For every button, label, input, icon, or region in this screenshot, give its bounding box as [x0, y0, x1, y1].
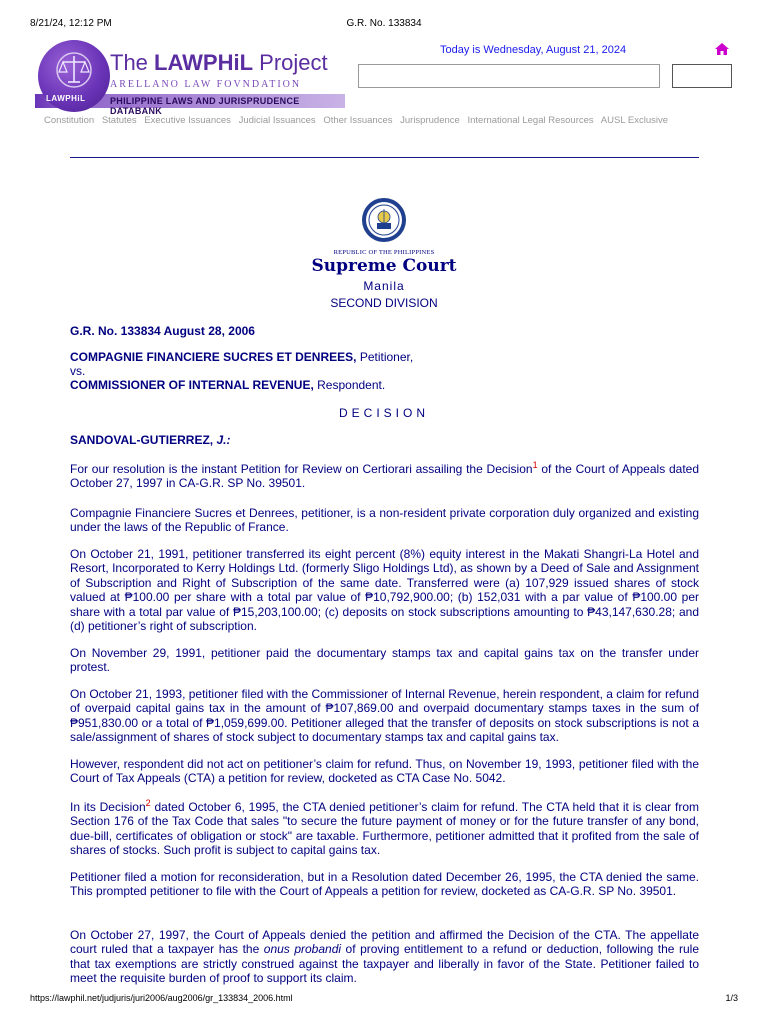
nav-jurisprudence[interactable]: Jurisprudence: [400, 115, 460, 126]
nav-ausl-exclusive[interactable]: AUSL Exclusive: [600, 115, 669, 126]
respondent: COMMISSIONER OF INTERNAL REVENUE, Respondent.: [70, 378, 386, 392]
search-button[interactable]: [672, 64, 732, 88]
print-page-number: 1/3: [725, 993, 738, 1003]
search-input[interactable]: [358, 64, 660, 88]
lawphil-logo[interactable]: [38, 40, 348, 116]
nav-judicial-issuances[interactable]: Judicial Issuances: [238, 115, 316, 126]
paragraph-3: On October 21, 1991, petitioner transferred its eight percent (8%) equity interest in the Makati Shangri-La Hotel and Resort, Incorporated to Kerry Holdings Ltd. (formerly Sligo Holdings Ltd), as shown by a Deed of Sale and Assignment of Subscription and Right of Subscription of the same date. Transferred were (a) 107,929 issued shares of stock valued at ₱100.00 per share with a total par value of ₱10,792,900.00; (b) 152,031 with a par value of ₱100.00 per share with a total par value of ₱15,203,100.00; (c) deposits on stock subscriptions amounting to ₱43,147,630.28; and (d) petitioner’s right of subscription.: [70, 547, 699, 634]
republic-label: REPUBLIC OF THE PHILIPPINES: [333, 249, 435, 256]
print-datetime: 8/21/24, 12:12 PM: [30, 18, 112, 29]
footnote-link-1[interactable]: 1: [532, 460, 538, 470]
logo-tagline: PHILIPPINE LAWS AND JURISPRUDENCE DATABANK: [110, 96, 300, 116]
paragraph-6: However, respondent did not act on petitioner’s claim for refund. Thus, on November 19, 1993, petitioner filed with the Court of Tax Appeals (CTA) a petition for review, docketed as CTA Case No. 5042.: [70, 757, 699, 786]
paragraph-2: Compagnie Financiere Sucres et Denrees, petitioner, is a non-resident private corporation duly organized and existing under the laws of the Republic of France.: [70, 506, 699, 535]
logo-title: The LAWPHiL Project: [110, 50, 328, 75]
footnote-link-2[interactable]: 2: [145, 798, 151, 808]
today-date: Today is Wednesday, August 21, 2024: [440, 44, 627, 56]
paragraph-5: On October 21, 1993, petitioner filed with the Commissioner of Internal Revenue, herein respondent, a claim for refund of overpaid capital gains tax in the amount of ₱107,869.00 and overpaid documentary stamps taxes in the sum of ₱951,830.00 or a total of ₱1,059,699.00. Petitioner alleged that the transfer of deposits on stock subscriptions is not a sale/assignment of shares of stock subject to documentary stamps tax and capital gains tax.: [70, 687, 700, 745]
supreme-court-seal-icon: [361, 197, 407, 243]
paragraph-9: On October 27, 1997, the Court of Appeals denied the petition and affirmed the Decision of the CTA. The appellate court ruled that a taxpayer has the onus probandi of proving entitlement to a refund or deduction, following the rule that tax exemptions are strictly construed against the taxpayer and liberally in favor of the State. Petitioner failed to meet the requisite burden of proof to support its claim.: [70, 928, 699, 986]
nav-executive-issuances[interactable]: Executive Issuances: [144, 115, 231, 126]
header-divider: [70, 157, 699, 158]
nav-constitution[interactable]: Constitution: [44, 115, 95, 126]
logo-badge-text: LAWPHiL: [46, 94, 86, 103]
court-division: SECOND DIVISION: [330, 296, 438, 310]
nav-other-issuances[interactable]: Other Issuances: [323, 115, 393, 126]
decision-heading: DECISION: [338, 406, 429, 420]
paragraph-1: For our resolution is the instant Petition for Review on Certiorari assailing the Decision$^1$ of the Court of Appeals dated October 27, 1997 in CA-G.R. SP No. 39501.: [70, 460, 699, 491]
paragraph-8: Petitioner filed a motion for reconsideration, but in a Resolution dated December 26, 1995, the CTA denied the same. This prompted petitioner to file with the Court of Appeals a petition for review, docketed as CA-G.R. SP No. 39501.: [70, 870, 699, 899]
court-city: Manila: [363, 279, 405, 293]
scales-of-justice-icon: [38, 40, 110, 112]
print-url: https://lawphil.net/judjuris/juri2006/aug2006/gr_133834_2006.html: [30, 993, 293, 1003]
paragraph-4: On November 29, 1991, petitioner paid the documentary stamps tax and capital gains tax on the transfer under protest.: [70, 646, 699, 675]
paragraph-7: In its Decision$^2$ dated October 6, 1995, the CTA denied petitioner’s claim for refund. The CTA held that it is clear from Section 176 of the Tax Code that sales "to secure the future payment of money or for the future transfer of any bond, due-bill, certificates of obligation or stock" are taxable. Furthermore, petitioner admitted that it profited from the sale of shares of stocks. Such profit is subject to capital gains tax.: [70, 798, 699, 858]
nav-international-legal-resources[interactable]: International Legal Resources: [467, 115, 594, 126]
ponente: SANDOVAL-GUTIERREZ, J.:: [70, 433, 231, 447]
petitioner: COMPAGNIE FINANCIERE SUCRES ET DENREES, Petitioner,: [70, 350, 414, 364]
case-number: G.R. No. 133834 August 28, 2006: [70, 324, 255, 338]
logo-foundation: ARELLANO LAW FOVNDATION: [110, 79, 302, 90]
home-icon[interactable]: [714, 42, 730, 56]
court-name: Supreme Court: [311, 256, 457, 276]
versus: vs.: [70, 364, 86, 378]
main-nav: [44, 115, 734, 126]
nav-statutes[interactable]: Statutes: [101, 115, 137, 126]
print-doc-title: G.R. No. 133834: [346, 18, 422, 29]
